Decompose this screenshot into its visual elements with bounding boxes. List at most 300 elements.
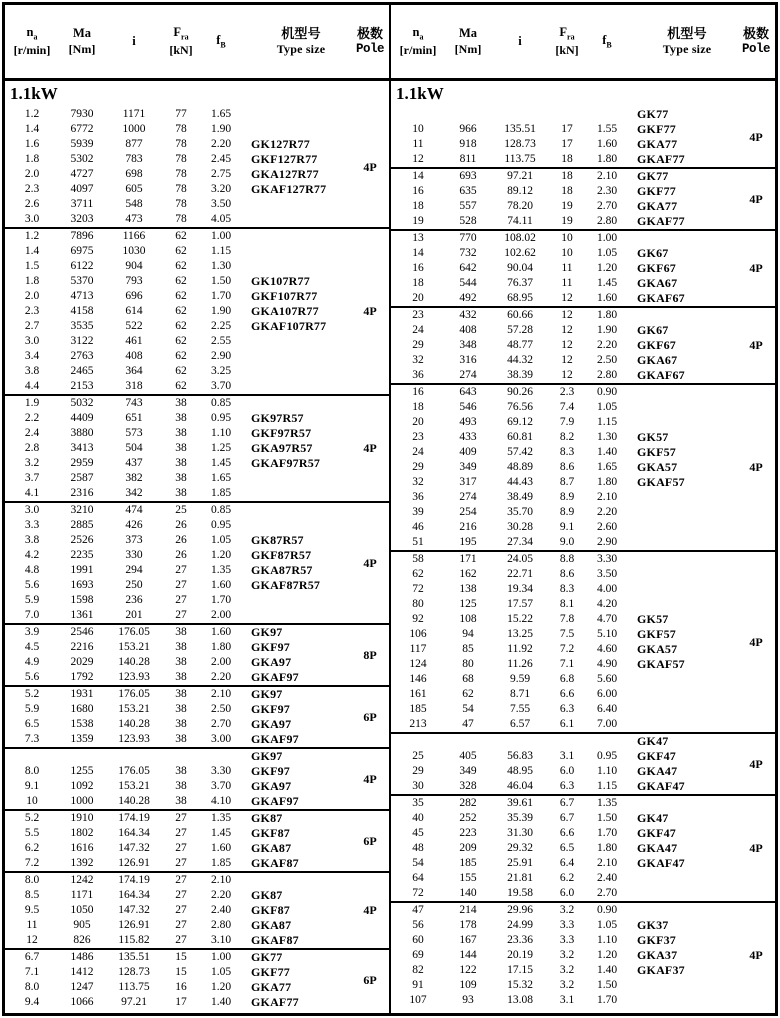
- cell-type-size: GKF77: [251, 965, 290, 979]
- table-row: [391, 612, 737, 627]
- cell-ma: 1910: [70, 812, 94, 824]
- cell-na: 32: [412, 476, 424, 488]
- cell-ma: 6122: [70, 260, 94, 272]
- cell-na: 72: [412, 887, 424, 899]
- cell-type-size: GKF57: [637, 445, 676, 459]
- table-row: [391, 657, 737, 672]
- header-ma: [445, 26, 491, 57]
- cell-ma: 1361: [70, 609, 94, 621]
- table-row: [5, 702, 351, 717]
- cell-pole: 4P: [749, 634, 763, 649]
- cell-ma: 1693: [70, 579, 94, 591]
- cell-type-size: GKAF57: [637, 475, 685, 489]
- cell-ma: 328: [459, 780, 477, 792]
- cell-fb: 1.35: [210, 564, 232, 576]
- cell-na: 7.0: [24, 609, 40, 621]
- table-row: [391, 856, 737, 871]
- table-row: [5, 396, 351, 411]
- cell-type-size: GKAF77: [637, 214, 685, 228]
- cell-type-size: GKA67: [637, 353, 678, 367]
- cell-fb: 1.60: [596, 138, 618, 150]
- cell-i: 382: [125, 472, 143, 484]
- cell-na: 1.9: [24, 397, 40, 409]
- cell-na: 10: [26, 795, 38, 807]
- table-row: [391, 214, 737, 229]
- cell-ma: 108: [459, 613, 477, 625]
- header-fra: [163, 25, 199, 58]
- cell-i: 48.77: [507, 339, 533, 351]
- cell-ma: 7896: [70, 230, 94, 242]
- cell-type-size: GKF97: [251, 702, 290, 716]
- cell-type-size: GKAF77: [251, 995, 299, 1009]
- cell-pole: 4P: [749, 129, 763, 144]
- cell-na: 4.9: [24, 656, 40, 668]
- table-row: [391, 107, 737, 122]
- cell-type-size: GKA57: [637, 460, 678, 474]
- cell-na: 72: [412, 583, 424, 595]
- cell-ma: 732: [459, 247, 477, 259]
- cell-type-size: GKA77: [637, 199, 678, 213]
- table-row: [391, 308, 737, 323]
- cell-i: 573: [125, 427, 143, 439]
- cell-fb: 6.40: [596, 703, 618, 715]
- data-blocks: [391, 107, 775, 1008]
- data-block: [391, 107, 775, 167]
- header-ma-symbol: Ma: [458, 26, 478, 41]
- cell-fb: 3.30: [596, 553, 618, 565]
- cell-fra: 3.2: [559, 904, 575, 916]
- table-row: [391, 749, 737, 764]
- table-row: [391, 764, 737, 779]
- cell-ma: 2763: [70, 350, 94, 362]
- cell-i: 140.28: [118, 718, 150, 730]
- cell-ma: 1247: [70, 981, 94, 993]
- cell-fb: 7.00: [596, 718, 618, 730]
- cell-i: 1000: [122, 123, 146, 135]
- cell-fra: 38: [175, 472, 187, 484]
- table-row: [5, 229, 351, 244]
- table-row: [5, 888, 351, 903]
- cell-fra: 78: [175, 138, 187, 150]
- data-block: [5, 809, 389, 871]
- cell-fra: 8.8: [559, 553, 575, 565]
- cell-fra: 7.1: [559, 658, 575, 670]
- header-type-en: Type size: [276, 42, 326, 57]
- block-rows: [5, 811, 351, 871]
- table-row: [391, 184, 737, 199]
- cell-fb: 2.20: [210, 889, 232, 901]
- cell-na: 6.7: [24, 951, 40, 963]
- cell-type-size: GKAF67: [637, 291, 685, 305]
- cell-fra: 38: [175, 442, 187, 454]
- cell-i: 174.19: [118, 812, 150, 824]
- block-rows: [5, 625, 351, 685]
- table-row: [391, 137, 737, 152]
- cell-ma: 185: [459, 857, 477, 869]
- data-block: [5, 501, 389, 623]
- cell-type-size: GKAF87R57: [251, 578, 321, 592]
- cell-ma: 1242: [70, 874, 94, 886]
- cell-na: 36: [412, 491, 424, 503]
- cell-na: 58: [412, 553, 424, 565]
- cell-fra: 6.0: [559, 765, 575, 777]
- cell-type-size: GKF97: [251, 640, 290, 654]
- cell-ma: 693: [459, 170, 477, 182]
- cell-type-size: GKF67: [637, 338, 676, 352]
- cell-fb: 1.80: [596, 842, 618, 854]
- power-section-title: 1.1kW: [396, 84, 444, 103]
- cell-na: 1.2: [24, 108, 40, 120]
- table-row: [391, 505, 737, 520]
- cell-ma: 2029: [70, 656, 94, 668]
- cell-i: 128.73: [504, 138, 536, 150]
- cell-fb: 2.10: [596, 170, 618, 182]
- cell-na: 161: [409, 688, 427, 700]
- cell-ma: 811: [459, 153, 477, 165]
- block-rows: [5, 749, 351, 809]
- table-row: [5, 965, 351, 980]
- cell-ma: 642: [459, 262, 477, 274]
- data-block: [5, 107, 389, 227]
- cell-fb: 2.70: [210, 718, 232, 730]
- cell-fb: 3.50: [210, 198, 232, 210]
- cell-fb: 1.05: [596, 919, 618, 931]
- cell-fra: 38: [175, 703, 187, 715]
- cell-ma: 905: [73, 919, 91, 931]
- cell-i: 60.66: [507, 309, 533, 321]
- cell-i: 474: [125, 504, 143, 516]
- cell-na: 5.6: [24, 671, 40, 683]
- header-fb-symbol: $f_B$: [602, 32, 612, 50]
- cell-type-size: GKAF97: [251, 794, 299, 808]
- cell-i: 90.26: [507, 386, 533, 398]
- cell-i: 1171: [122, 108, 146, 120]
- cell-fra: 26: [175, 534, 187, 546]
- cell-i: 904: [125, 260, 143, 272]
- table-row: [391, 978, 737, 993]
- cell-fb: 1.05: [596, 247, 618, 259]
- cell-fb: 2.10: [596, 857, 618, 869]
- cell-fra: 27: [175, 934, 187, 946]
- table-row: [5, 749, 351, 764]
- cell-fra: 26: [175, 549, 187, 561]
- table-row: [5, 456, 351, 471]
- cell-na: 12: [26, 934, 38, 946]
- table-row: [5, 379, 351, 394]
- cell-fra: 8.1: [559, 598, 575, 610]
- cell-fb: 1.70: [596, 827, 618, 839]
- cell-fra: 62: [175, 320, 187, 332]
- cell-type-size: GKAF47: [637, 856, 685, 870]
- cell-i: 342: [125, 487, 143, 499]
- cell-fb: 1.40: [596, 964, 618, 976]
- table-row: [5, 304, 351, 319]
- cell-na: 2.7: [24, 320, 40, 332]
- cell-na: 8.0: [24, 874, 40, 886]
- cell-fb: 1.60: [596, 292, 618, 304]
- cell-fra: 38: [175, 718, 187, 730]
- cell-na: 3.2: [24, 457, 40, 469]
- cell-ma: 122: [459, 964, 477, 976]
- cell-i: 176.05: [118, 688, 150, 700]
- cell-i: 21.81: [507, 872, 533, 884]
- header-na-unit: [r/min]: [399, 42, 437, 57]
- cell-fra: 12: [561, 369, 573, 381]
- cell-na: 213: [409, 718, 427, 730]
- cell-type-size: GK107R77: [251, 274, 310, 288]
- cell-i: 13.08: [507, 994, 533, 1006]
- cell-na: 5.5: [24, 827, 40, 839]
- cell-i: 23.36: [507, 934, 533, 946]
- header-pole-zh: 极数: [356, 25, 383, 41]
- cell-fra: 19: [561, 215, 573, 227]
- spec-table-right: [391, 5, 775, 1013]
- cell-ma: 4158: [70, 305, 94, 317]
- block-rows: [5, 503, 351, 623]
- cell-fra: 62: [175, 290, 187, 302]
- cell-ma: 1255: [70, 765, 94, 777]
- cell-fra: 62: [175, 305, 187, 317]
- cell-type-size: GKF37: [637, 933, 676, 947]
- cell-type-size: GKA107R77: [251, 304, 319, 318]
- cell-ma: 214: [459, 904, 477, 916]
- cell-i: 783: [125, 153, 143, 165]
- cell-fra: 7.5: [559, 628, 575, 640]
- cell-na: 24: [412, 446, 424, 458]
- cell-na: 60: [412, 934, 424, 946]
- table-row: [5, 107, 351, 122]
- cell-fra: 9.1: [559, 521, 575, 533]
- cell-ma: 5939: [70, 138, 94, 150]
- cell-fb: 3.50: [596, 568, 618, 580]
- header-na: [5, 25, 59, 58]
- cell-ma: 5370: [70, 275, 94, 287]
- table-row: [391, 993, 737, 1008]
- cell-na: 54: [412, 857, 424, 869]
- table-row: [391, 903, 737, 918]
- cell-na: 3.9: [24, 626, 40, 638]
- table-row: [5, 441, 351, 456]
- table-row: [5, 640, 351, 655]
- cell-na: 3.8: [24, 365, 40, 377]
- cell-i: 153.21: [118, 703, 150, 715]
- cell-fb: 1.80: [210, 641, 232, 653]
- cell-na: 32: [412, 354, 424, 366]
- cell-type-size: GKA127R77: [251, 167, 319, 181]
- cell-ma: 274: [459, 491, 477, 503]
- cell-pole: 6P: [363, 972, 377, 987]
- cell-type-size: GKA47: [637, 841, 678, 855]
- cell-type-size: GKF77: [637, 184, 676, 198]
- cell-ma: 1538: [70, 718, 94, 730]
- cell-type-size: GK97: [251, 625, 283, 639]
- cell-fra: 78: [175, 123, 187, 135]
- cell-fb: 3.30: [210, 765, 232, 777]
- cell-pole: 4P: [749, 948, 763, 962]
- cell-fb: 1.85: [210, 487, 232, 499]
- table-row: [5, 779, 351, 794]
- cell-na: 16: [412, 262, 424, 274]
- header-ma-unit: [Nm]: [68, 41, 96, 56]
- cell-ma: 2216: [70, 641, 94, 653]
- table-row: [391, 886, 737, 901]
- cell-fra: 6.3: [559, 703, 575, 715]
- cell-ma: 966: [459, 123, 477, 135]
- cell-type-size: GKAF87: [251, 933, 299, 947]
- cell-na: 10: [412, 123, 424, 135]
- cell-na: 124: [409, 658, 427, 670]
- header-ma-symbol: Ma: [72, 26, 92, 41]
- cell-na: 91: [412, 979, 424, 991]
- cell-ma: 3413: [70, 442, 94, 454]
- header-na-symbol: $n_a$: [412, 25, 424, 42]
- cell-type-size: GKAF97R57: [251, 456, 321, 470]
- cell-na: 40: [412, 812, 424, 824]
- cell-i: 473: [125, 213, 143, 225]
- cell-ma: 316: [459, 354, 477, 366]
- cell-ma: 1680: [70, 703, 94, 715]
- cell-ma: 3122: [70, 335, 94, 347]
- cell-fb: 1.35: [596, 797, 618, 809]
- header-ma-unit: [Nm]: [454, 41, 482, 56]
- table-row: [5, 471, 351, 486]
- cell-type-size: GK57: [637, 430, 669, 444]
- cell-type-size: GKA87: [251, 841, 292, 855]
- cell-ma: 252: [459, 812, 477, 824]
- cell-i: 11.92: [507, 643, 533, 655]
- table-row: [5, 717, 351, 732]
- cell-i: 115.82: [118, 934, 150, 946]
- cell-i: 56.83: [507, 750, 533, 762]
- cell-fra: 38: [175, 397, 187, 409]
- cell-ma: 62: [462, 688, 474, 700]
- cell-na: 5.2: [24, 812, 40, 824]
- block-rows: [5, 950, 351, 1010]
- cell-fb: 2.00: [210, 609, 232, 621]
- data-block: [391, 794, 775, 901]
- cell-i: 24.05: [507, 553, 533, 565]
- cell-ma: 162: [459, 568, 477, 580]
- cell-i: 57.28: [507, 324, 533, 336]
- cell-fb: 4.20: [596, 598, 618, 610]
- cell-type-size: GKF127R77: [251, 152, 318, 166]
- table-row: [391, 445, 737, 460]
- cell-type-size: GK87: [251, 811, 283, 825]
- cell-fra: 38: [175, 487, 187, 499]
- cell-ma: 2465: [70, 365, 94, 377]
- cell-ma: 68: [462, 673, 474, 685]
- cell-na: 13: [412, 232, 424, 244]
- cell-fra: 15: [175, 966, 187, 978]
- cell-type-size: GK47: [637, 734, 669, 748]
- cell-na: 69: [412, 949, 424, 961]
- cell-fra: 6.6: [559, 827, 575, 839]
- table-row: [391, 520, 737, 535]
- cell-type-size: GK47: [637, 811, 669, 825]
- cell-fb: 2.50: [596, 354, 618, 366]
- cell-fb: 2.40: [210, 904, 232, 916]
- cell-i: 201: [125, 609, 143, 621]
- cell-i: 76.56: [507, 401, 533, 413]
- table-row: [391, 291, 737, 306]
- cell-fra: 38: [175, 671, 187, 683]
- block-rows: [391, 169, 737, 229]
- cell-fra: 78: [175, 183, 187, 195]
- cell-type-size: GKAF57: [637, 657, 685, 671]
- cell-fb: 3.25: [210, 365, 232, 377]
- power-section-title: 1.1kW: [10, 84, 58, 103]
- cell-i: 522: [125, 320, 143, 332]
- data-block: [5, 948, 389, 1010]
- cell-fra: 62: [175, 245, 187, 257]
- cell-ma: 1359: [70, 733, 94, 745]
- cell-fb: 1.40: [596, 446, 618, 458]
- cell-fra: 6.4: [559, 857, 575, 869]
- cell-ma: 4409: [70, 412, 94, 424]
- cell-fra: 12: [561, 324, 573, 336]
- cell-ma: 433: [459, 431, 477, 443]
- cell-fra: 10: [561, 232, 573, 244]
- cell-i: 164.34: [118, 889, 150, 901]
- cell-pole: 4P: [363, 304, 377, 318]
- table-row: [391, 963, 737, 978]
- cell-na: 3.3: [24, 519, 40, 531]
- cell-i: 46.04: [507, 780, 533, 792]
- cell-i: 461: [125, 335, 143, 347]
- cell-fb: 2.60: [596, 521, 618, 533]
- cell-fra: 27: [175, 889, 187, 901]
- cell-fra: 38: [175, 765, 187, 777]
- table-row: [391, 338, 737, 353]
- header-fra-unit: [kN]: [555, 42, 579, 57]
- table-row: [5, 933, 351, 948]
- cell-ma: 528: [459, 215, 477, 227]
- block-rows: [391, 308, 737, 383]
- cell-ma: 85: [462, 643, 474, 655]
- block-rows: [391, 107, 737, 167]
- cell-ma: 140: [459, 887, 477, 899]
- cell-ma: 492: [459, 292, 477, 304]
- block-rows: [5, 396, 351, 501]
- cell-i: 605: [125, 183, 143, 195]
- cell-fra: 6.8: [559, 673, 575, 685]
- cell-pole: 4P: [363, 441, 377, 455]
- cell-ma: 2546: [70, 626, 94, 638]
- cell-ma: 2235: [70, 549, 94, 561]
- cell-na: 18: [412, 277, 424, 289]
- cell-fb: 1.70: [596, 994, 618, 1006]
- cell-na: 64: [412, 872, 424, 884]
- cell-na: 1.2: [24, 230, 40, 242]
- cell-na: 7.3: [24, 733, 40, 745]
- cell-na: 3.0: [24, 504, 40, 516]
- table-row: [5, 687, 351, 702]
- cell-i: 7.55: [509, 703, 531, 715]
- header-fra-symbol: $F_{ra}$: [173, 25, 189, 42]
- cell-na: 6.2: [24, 842, 40, 854]
- cell-i: 39.61: [507, 797, 533, 809]
- cell-fb: 1.70: [210, 594, 232, 606]
- cell-fra: 7.9: [559, 416, 575, 428]
- table-row: [5, 918, 351, 933]
- cell-fb: 1.00: [210, 230, 232, 242]
- cell-fb: 1.30: [596, 431, 618, 443]
- table-row: [391, 169, 737, 184]
- cell-ma: 5302: [70, 153, 94, 165]
- cell-na: 18: [412, 401, 424, 413]
- cell-na: 20: [412, 416, 424, 428]
- header-na-unit: [r/min]: [13, 42, 51, 57]
